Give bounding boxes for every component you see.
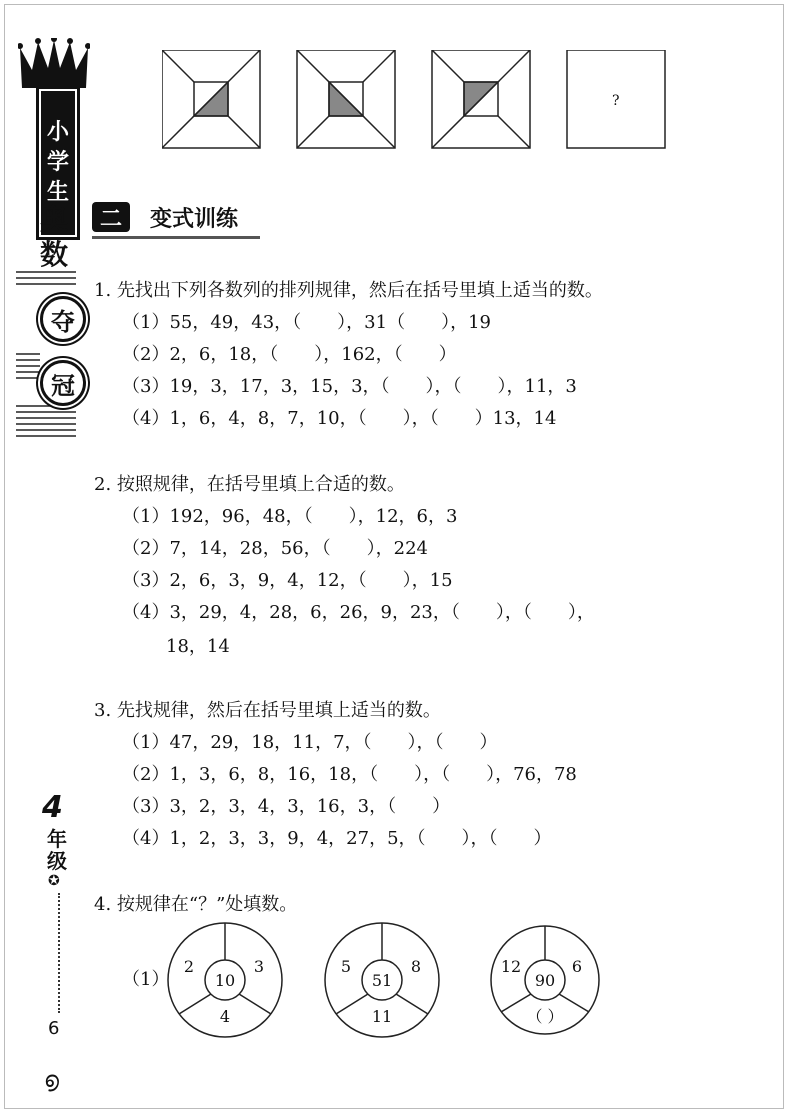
sidebar-badge-1: 夺 bbox=[40, 296, 86, 342]
pattern-figures bbox=[162, 50, 672, 150]
section-title: 变式训练 bbox=[150, 207, 239, 232]
figure-3 bbox=[432, 50, 530, 148]
stripes-decoration bbox=[16, 266, 86, 446]
label-char-2: 学 bbox=[46, 150, 69, 175]
sidebar-big-char-1: 奥 bbox=[40, 203, 69, 236]
wheel-2-center: 51 bbox=[371, 971, 393, 990]
q2-line-4-cont: 18，14 bbox=[166, 636, 230, 657]
wheel-2 bbox=[325, 923, 439, 1037]
grade-number: 4 bbox=[42, 790, 63, 825]
wheel-1-right: 3 bbox=[253, 957, 265, 976]
page-number: 6 bbox=[48, 1018, 60, 1039]
q1-title: 1. 先找出下列各数列的排列规律，然后在括号里填上适当的数。 bbox=[94, 280, 603, 301]
q2-line-2: （2）7，14，28，56，（ ），224 bbox=[122, 538, 428, 559]
sidebar-big-char-2: 数 bbox=[40, 238, 69, 271]
wheel-2-left: 5 bbox=[340, 957, 352, 976]
figure-2 bbox=[297, 50, 395, 148]
q3-line-3: （3）3，2，3，4，3，16，3，（ ） bbox=[122, 796, 451, 817]
wheel-2-bottom: 11 bbox=[371, 1007, 393, 1026]
wheel-1 bbox=[168, 923, 282, 1037]
q4-label: （1） bbox=[122, 969, 170, 990]
grade-label: 年级 bbox=[47, 827, 67, 873]
sidebar-badge-2: 冠 bbox=[40, 360, 86, 406]
q1-line-2: （2）2，6，18，（ ），162，（ ） bbox=[122, 344, 457, 365]
q3-title: 3. 先找规律，然后在括号里填上适当的数。 bbox=[94, 700, 441, 721]
wheel-1-center: 10 bbox=[214, 971, 236, 990]
q3-line-4: （4）1，2，3，3，9，4，27，5，（ ），（ ） bbox=[122, 828, 552, 849]
wheel-3-right: 6 bbox=[571, 957, 583, 976]
q2-line-3: （3）2，6，3，9，4，12，（ ），15 bbox=[122, 570, 453, 591]
label-char-3: 生 bbox=[46, 180, 69, 205]
q2-line-1: （1）192，96，48，（ ），12，6，3 bbox=[122, 506, 458, 527]
q1-line-1: （1）55，49，43，（ ），31（ ），19 bbox=[122, 312, 491, 333]
wheel-3-bottom: （ ） bbox=[526, 1007, 564, 1026]
q1-line-4: （4）1，6，4，8，7，10，（ ），（ ）13，14 bbox=[122, 408, 557, 429]
star-icon: ✪ bbox=[48, 873, 60, 889]
wheel-3-center: 90 bbox=[534, 971, 556, 990]
figure-4-mark: ? bbox=[612, 93, 620, 109]
dotted-divider bbox=[58, 893, 60, 1013]
figure-1 bbox=[162, 50, 260, 148]
wheel-2-right: 8 bbox=[410, 957, 422, 976]
wheel-3 bbox=[491, 926, 599, 1034]
q3-line-2: （2）1，3，6，8，16，18，（ ），（ ），76，78 bbox=[122, 764, 577, 785]
q4-title: 4. 按规律在“？”处填数。 bbox=[94, 894, 298, 915]
section-underline bbox=[92, 236, 260, 239]
swirl-icon: ൭ bbox=[44, 1068, 59, 1093]
number-wheels bbox=[120, 920, 600, 1042]
q3-line-1: （1）47，29，18，11，7，（ ），（ ） bbox=[122, 732, 498, 753]
label-char-1: 小 bbox=[46, 120, 69, 145]
wheel-3-left: 12 bbox=[500, 957, 522, 976]
section-header bbox=[92, 200, 262, 238]
q2-line-4: （4）3，29，4，28，6，26，9，23，（ ），（ ）， bbox=[122, 602, 595, 623]
q1-line-3: （3）19，3，17，3，15，3，（ ），（ ），11，3 bbox=[122, 376, 577, 397]
wheel-1-bottom: 4 bbox=[219, 1007, 231, 1026]
wheel-1-left: 2 bbox=[183, 957, 195, 976]
section-number: 二 bbox=[92, 202, 130, 232]
q2-title: 2. 按照规律，在括号里填上合适的数。 bbox=[94, 474, 405, 495]
crown-icon bbox=[18, 38, 90, 90]
sidebar bbox=[8, 38, 88, 1098]
